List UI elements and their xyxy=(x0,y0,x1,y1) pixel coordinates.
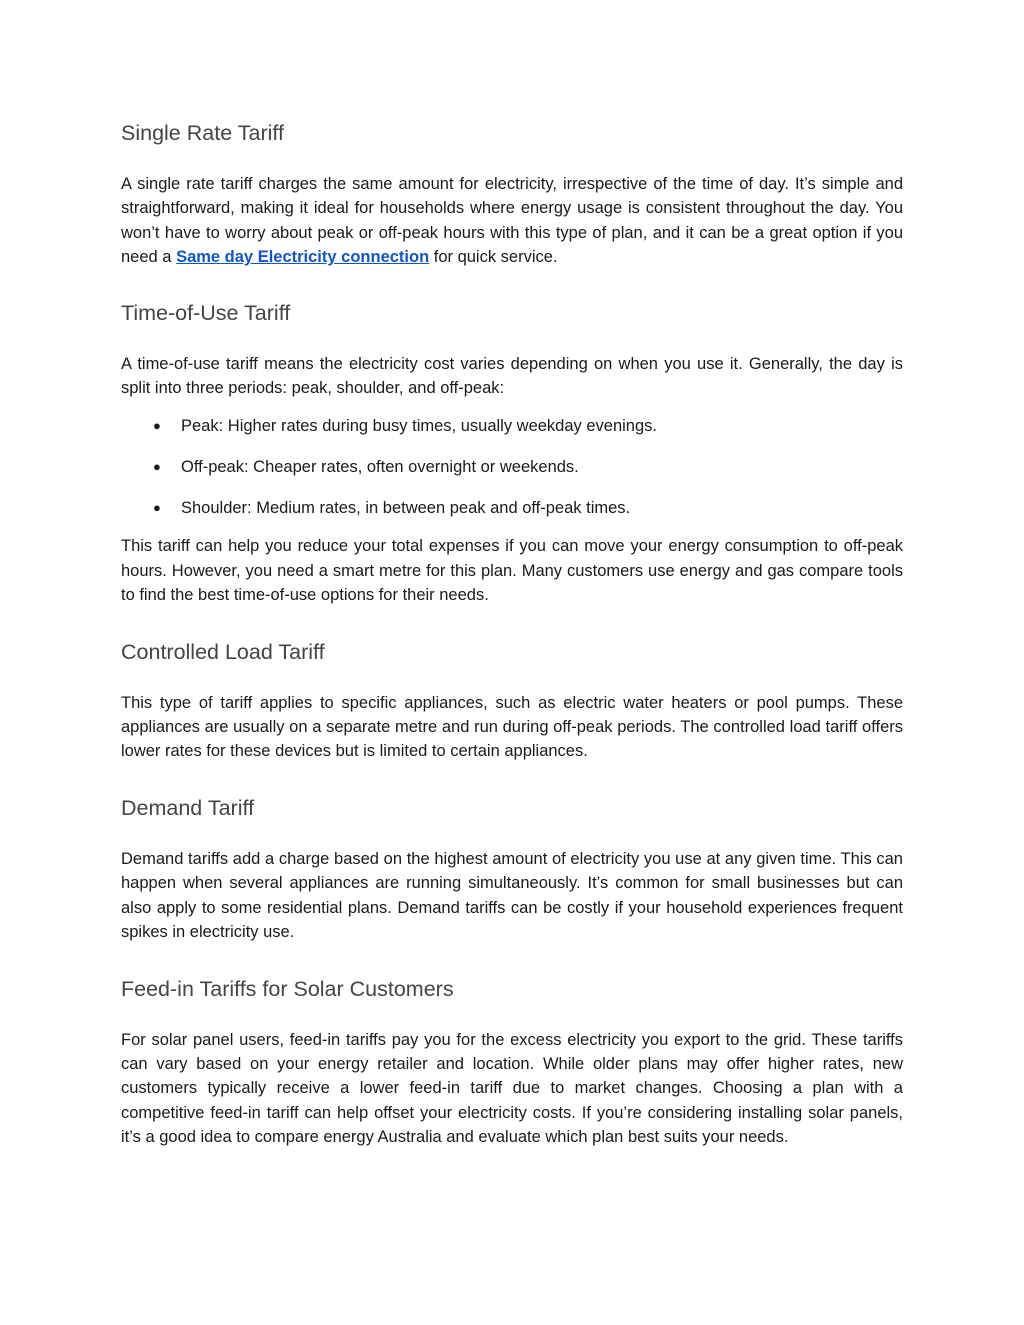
list-item xyxy=(121,496,903,520)
section-paragraph: This type of tariff applies to specific appliances, such as electric water heaters or pool pumps. These appliances are usually on a separate metre and run during off-peak periods. The controlled load tariff offers lower rates for these devices but is limited to certain appliances. xyxy=(121,693,903,761)
section-feed-in-tariffs xyxy=(121,974,903,1150)
section-paragraph xyxy=(121,172,903,270)
section-heading: Single Rate Tariff xyxy=(121,121,284,145)
section-paragraph: Demand tariffs add a charge based on the highest amount of electricity you use at any given time. This can happen when several appliances are running simultaneously. It’s common for small businesses but can also apply to some residential plans. Demand tariffs can be costly if your household experiences frequent spikes in electricity use. xyxy=(121,849,903,942)
list-item-text: Off-peak: Cheaper rates, often overnight or weekends. xyxy=(181,458,579,477)
bullet-icon: ● xyxy=(153,500,161,516)
section-heading: Demand Tariff xyxy=(121,795,255,820)
bullet-icon: ● xyxy=(153,418,161,434)
section-demand-tariff xyxy=(121,793,903,945)
period-bullet-list xyxy=(121,414,903,520)
section-heading: Controlled Load Tariff xyxy=(121,639,325,664)
section-outro-paragraph: This tariff can help you reduce your total expenses if you can move your energy consumption to off-peak hours. However, you need a smart metre for this plan. Many customers use energy and gas compare tools to find the best time-of-use options for their needs. xyxy=(121,537,903,605)
list-item-text: Shoulder: Medium rates, in between peak and off-peak times. xyxy=(181,499,631,518)
list-item-text: Peak: Higher rates during busy times, usually weekday evenings. xyxy=(181,417,657,436)
same-day-electricity-connection-link[interactable]: Same day Electricity connection xyxy=(176,248,430,267)
paragraph-text: A single rate tariff charges the same amount for electricity, irrespective of the time of day. It’s simple and straightforward, making it ideal for households where energy usage is consistent throughout the day. You won’t have to worry about peak or off-peak hours with this type of plan, and it can be a great option if you need a xyxy=(121,175,903,267)
section-controlled-load-tariff xyxy=(121,637,903,764)
section-heading: Time-of-Use Tariff xyxy=(121,300,291,325)
list-item xyxy=(121,455,903,479)
section-heading: Feed-in Tariffs for Solar Customers xyxy=(121,976,454,1001)
list-item xyxy=(121,414,903,438)
section-intro-paragraph: A time-of-use tariff means the electricity cost varies depending on when you use it. Generally, the day is split into three periods: peak, shoulder, and off-peak: xyxy=(121,354,903,398)
bullet-icon: ● xyxy=(153,459,161,475)
paragraph-text: for quick service. xyxy=(429,248,558,267)
section-single-rate-tariff xyxy=(121,118,903,270)
section-time-of-use-tariff xyxy=(121,298,903,608)
section-paragraph: For solar panel users, feed-in tariffs pay you for the excess electricity you export to the grid. These tariffs can vary based on your energy retailer and location. While older plans may offer higher rates, new customers typically receive a lower feed-in tariff due to market changes. Choosing a plan with a competitive feed-in tariff can help offset your electricity costs. If you’re considering installing solar panels, it’s a good idea to compare energy Australia and evaluate which plan best suits your needs. xyxy=(121,1030,903,1147)
